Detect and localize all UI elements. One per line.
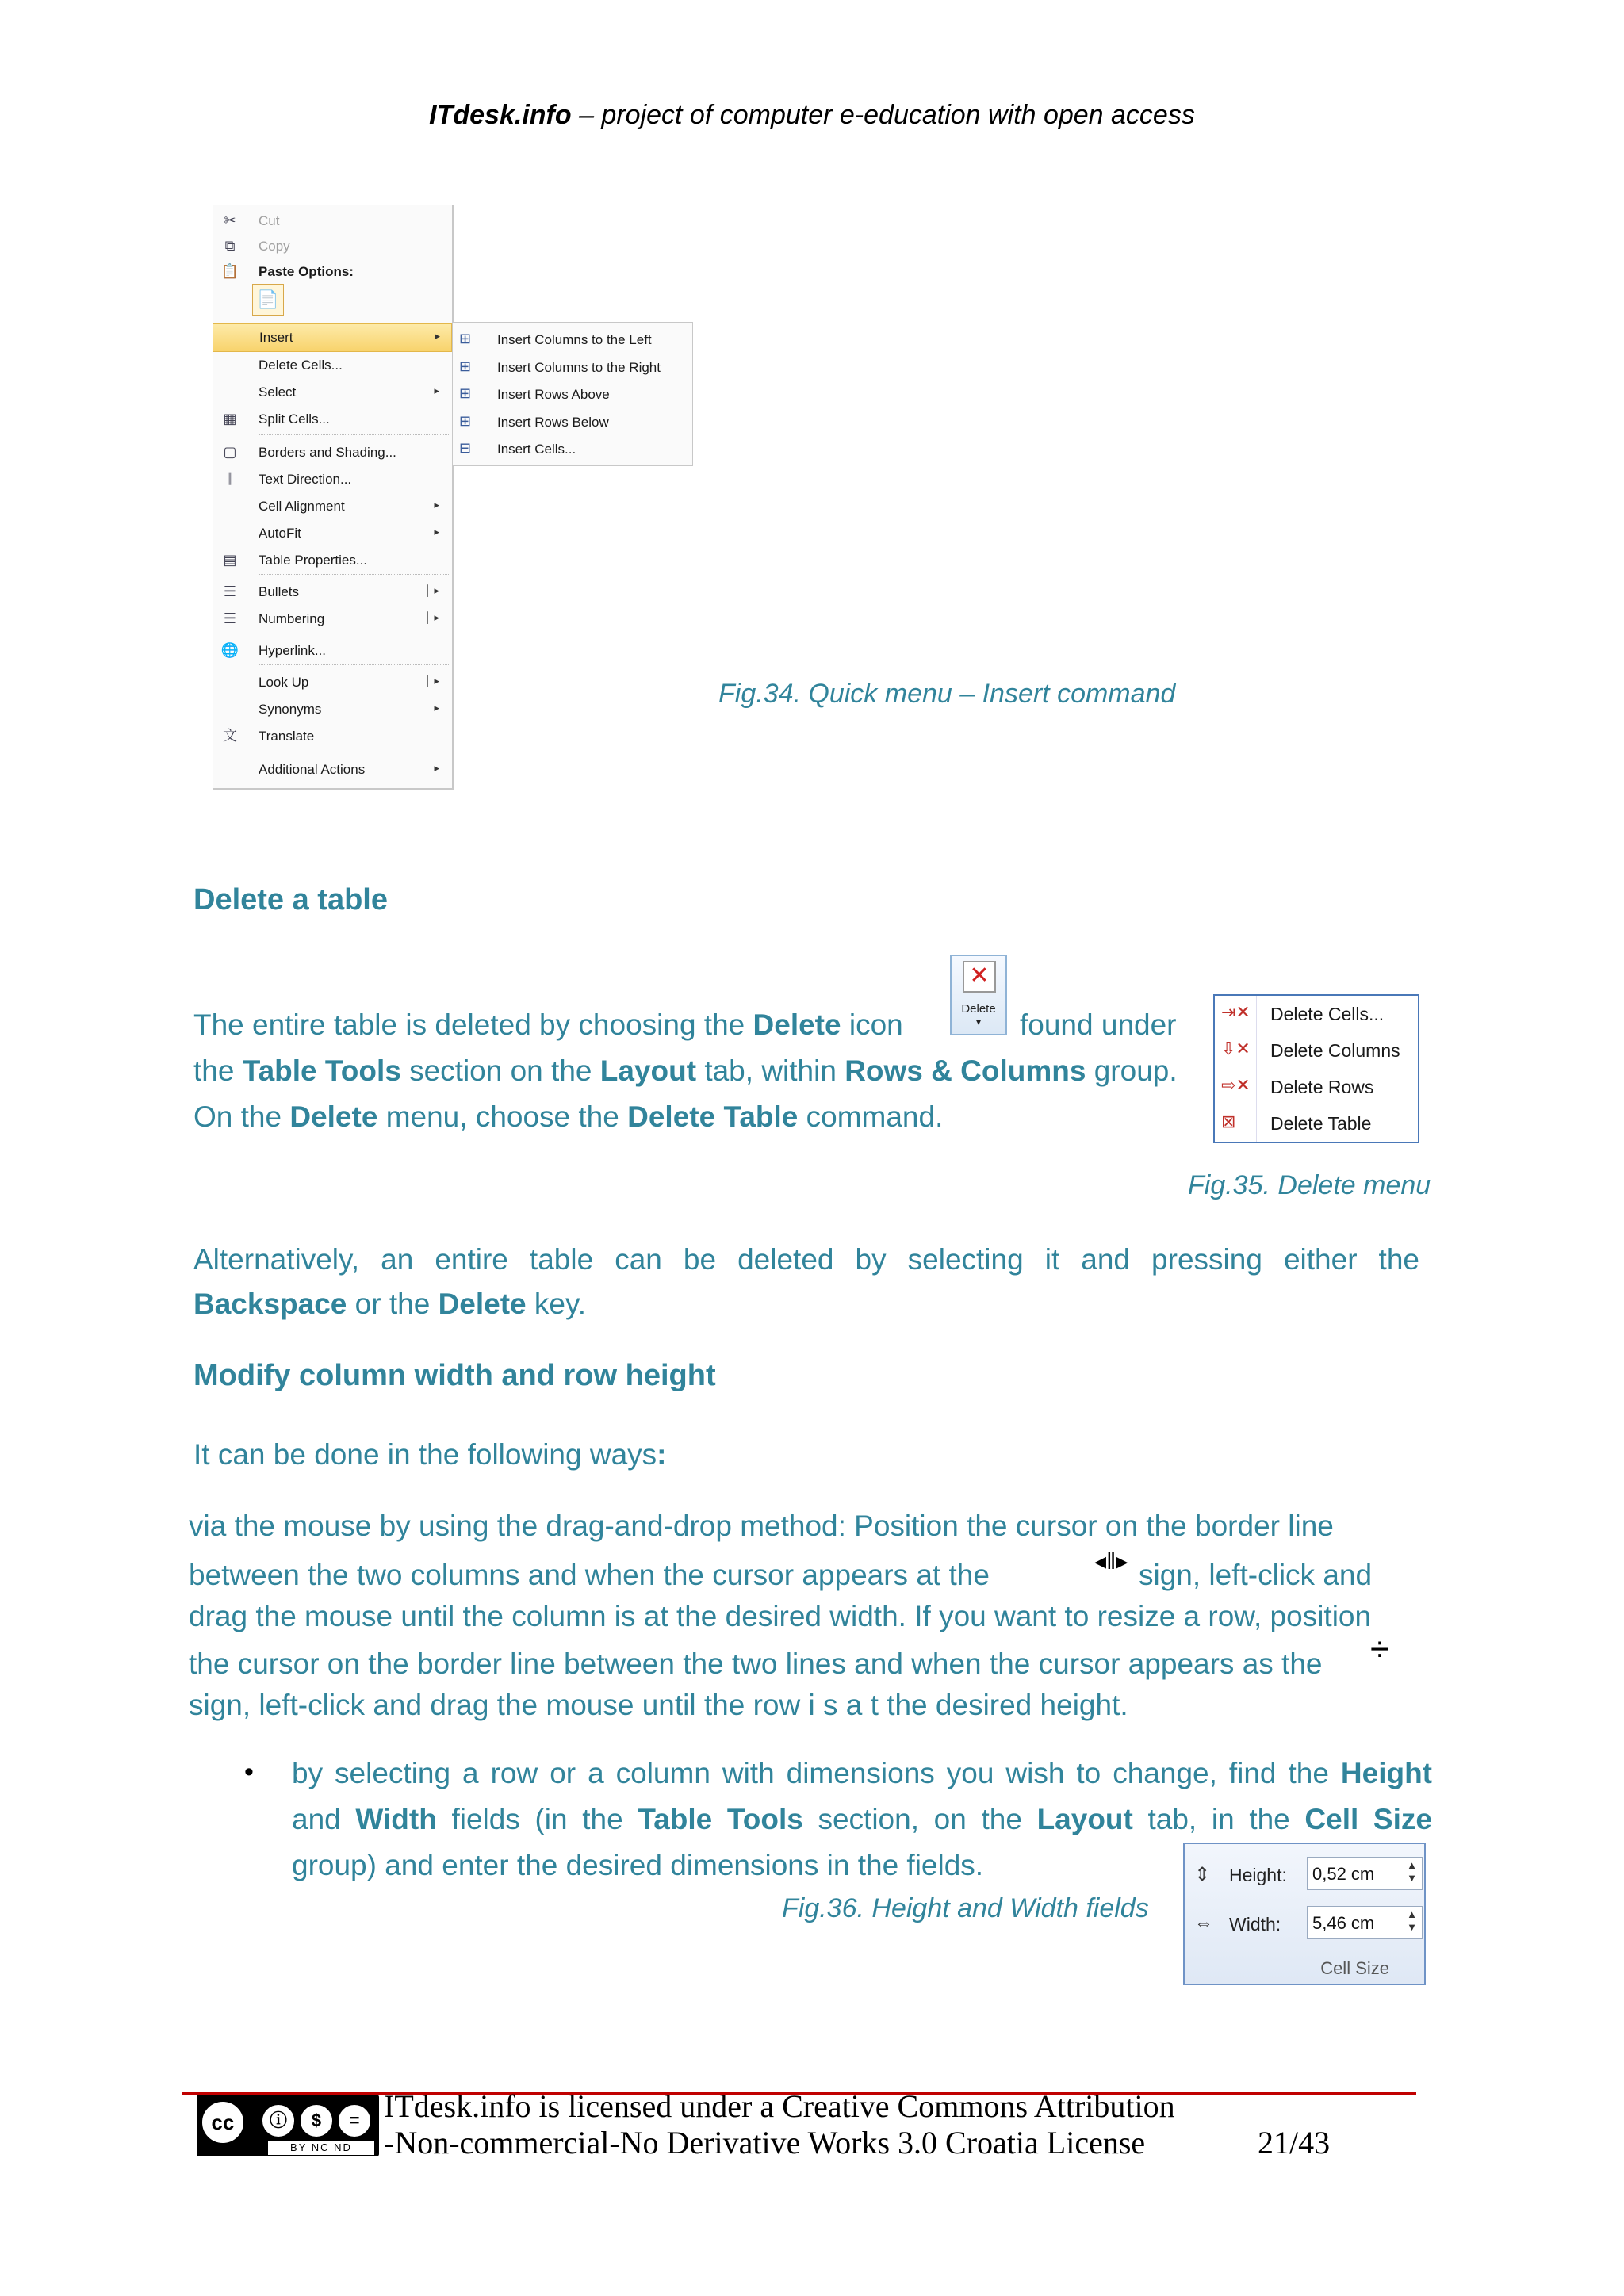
context-menu-item[interactable] bbox=[213, 637, 450, 664]
context-menu-item[interactable] bbox=[213, 696, 450, 723]
context-menu-item-label: Text Direction... bbox=[259, 472, 352, 487]
context-menu-item-label: Insert bbox=[259, 330, 293, 345]
section-heading-modify: Modify column width and row height bbox=[193, 1359, 716, 1392]
context-menu-item-label: Hyperlink... bbox=[259, 643, 327, 658]
row-resize-cursor-icon: ÷ bbox=[1370, 1630, 1390, 1669]
context-menu-item-label: AutoFit bbox=[259, 526, 301, 541]
bullet-line1: by selecting a row or a column with dimensions you wish to change, find the Height bbox=[292, 1757, 1432, 1789]
bullets-icon: ☰ bbox=[223, 584, 237, 599]
delete-columns-icon: ⇩✕ bbox=[1221, 1039, 1251, 1058]
mouse-method-line2a: between the two columns and when the cursor appears at the bbox=[189, 1559, 990, 1591]
menu-separator bbox=[259, 664, 450, 665]
scissors-icon: ✂ bbox=[224, 212, 236, 228]
cell-size-group bbox=[1183, 1843, 1426, 1985]
delete-rows-icon: ⇨✕ bbox=[1221, 1075, 1251, 1095]
submenu-arrow-icon: │ ▸ bbox=[424, 611, 439, 623]
context-menu-item-label: Copy bbox=[259, 239, 290, 254]
delete-paragraph-line2: the Table Tools section on the Layout tab, within Rows & Columns group. bbox=[193, 1054, 1178, 1087]
context-menu-item-label: Bullets bbox=[259, 584, 300, 599]
column-width-icon: ⇔ bbox=[1194, 1912, 1213, 1934]
insert-columns-left-icon: ⊞ bbox=[459, 331, 472, 346]
insert-submenu-item[interactable] bbox=[453, 381, 691, 408]
context-menu-item[interactable] bbox=[213, 493, 450, 520]
insert-submenu bbox=[452, 322, 693, 466]
insert-submenu-item[interactable] bbox=[453, 354, 691, 381]
context-menu-item[interactable] bbox=[213, 579, 450, 606]
context-menu-item[interactable] bbox=[213, 756, 450, 783]
paste-icon: 📋 bbox=[220, 263, 239, 279]
context-menu-item[interactable] bbox=[213, 258, 450, 285]
menu-separator bbox=[259, 434, 450, 435]
insert-submenu-item-label: Insert Rows Below bbox=[497, 414, 609, 430]
delete-menu-item[interactable] bbox=[1215, 1032, 1418, 1069]
figure-caption-36: Fig.36. Height and Width fields bbox=[782, 1893, 1149, 1923]
delete-menu-item-label: Delete Table bbox=[1270, 1113, 1372, 1134]
mouse-method-line5: sign, left-click and drag the mouse until the row i s a t the desired height. bbox=[189, 1689, 1128, 1721]
column-resize-cursor-icon: ◂‖▸ bbox=[1094, 1548, 1128, 1575]
by-icon: ⓘ bbox=[260, 2103, 297, 2139]
table-properties-icon: ▤ bbox=[223, 552, 237, 568]
width-field[interactable]: 5,46 cm ▲ ▼ bbox=[1307, 1906, 1423, 1939]
license-line2: -Non-commercial-No Derivative Works 3.0 Croatia License bbox=[384, 2125, 1146, 2160]
context-menu bbox=[213, 205, 454, 790]
delete-menu-item-label: Delete Rows bbox=[1270, 1077, 1374, 1097]
context-menu-item[interactable] bbox=[213, 406, 450, 433]
submenu-arrow-icon: ▸ bbox=[434, 702, 439, 714]
context-menu-item-label: Synonyms bbox=[259, 702, 322, 717]
cell-size-group-label: Cell Size bbox=[1320, 1958, 1389, 1978]
context-menu-item[interactable] bbox=[213, 669, 450, 696]
context-menu-item[interactable] bbox=[213, 466, 450, 493]
delete-paragraph-line1: The entire table is deleted by choosing the Delete icon bbox=[193, 1008, 903, 1041]
submenu-arrow-icon: ▸ bbox=[435, 330, 440, 342]
height-row bbox=[1191, 1855, 1421, 1893]
context-menu-item[interactable] bbox=[213, 208, 450, 235]
submenu-arrow-icon: ▸ bbox=[434, 762, 439, 774]
row-height-icon: ⇕ bbox=[1194, 1864, 1211, 1885]
borders-icon: ▢ bbox=[223, 444, 237, 460]
submenu-arrow-icon: ▸ bbox=[434, 385, 439, 396]
delete-menu-item-label: Delete Columns bbox=[1270, 1040, 1400, 1061]
context-menu-item[interactable] bbox=[213, 723, 450, 750]
copy-icon: ⧉ bbox=[224, 238, 236, 254]
alternative-paragraph-line2: Backspace or the Delete key. bbox=[193, 1288, 587, 1320]
insert-rows-below-icon: ⊞ bbox=[459, 412, 472, 429]
menu-separator bbox=[259, 574, 450, 575]
insert-submenu-item-label: Insert Cells... bbox=[497, 442, 576, 457]
insert-submenu-item-label: Insert Columns to the Right bbox=[497, 359, 661, 375]
context-menu-item-label: Delete Cells... bbox=[259, 358, 343, 373]
modify-intro: It can be done in the following ways: bbox=[193, 1438, 667, 1471]
delete-cells-icon: ⇥✕ bbox=[1221, 1002, 1251, 1022]
alternative-paragraph-line1: Alternatively, an entire table can be deleted by selecting it and pressing either the bbox=[193, 1243, 1419, 1276]
submenu-arrow-icon: ▸ bbox=[434, 499, 439, 511]
submenu-arrow-icon: ▸ bbox=[434, 526, 439, 538]
header-brand: ITdesk.info bbox=[429, 100, 572, 130]
context-menu-item[interactable] bbox=[213, 606, 450, 633]
height-spinner[interactable]: ▲ ▼ bbox=[1407, 1859, 1417, 1884]
mouse-method-line4: the cursor on the border line between the two lines and when the cursor appears as the bbox=[189, 1647, 1323, 1680]
insert-cells-icon: ⊟ bbox=[459, 440, 472, 456]
split-cells-icon: ▦ bbox=[223, 411, 237, 427]
numbering-icon: ☰ bbox=[223, 610, 237, 626]
context-menu-item-label: Look Up bbox=[259, 675, 309, 690]
license-terms-bar: BY NC ND bbox=[268, 2141, 374, 2155]
insert-submenu-item[interactable] bbox=[453, 408, 691, 435]
chevron-down-icon: ▾ bbox=[975, 1016, 982, 1027]
header-tagline: – project of computer e-education with open access bbox=[571, 100, 1195, 130]
context-menu-item[interactable] bbox=[213, 352, 450, 379]
context-menu-item[interactable] bbox=[213, 520, 450, 547]
license-line1: ITdesk.info is licensed under a Creative Commons Attribution bbox=[384, 2088, 1175, 2124]
context-menu-item-label: Borders and Shading... bbox=[259, 445, 396, 460]
page-number: 21/43 bbox=[1258, 2125, 1331, 2160]
width-label: Width: bbox=[1229, 1914, 1281, 1934]
nc-icon: $ bbox=[298, 2103, 335, 2139]
delete-menu-item[interactable] bbox=[1215, 1105, 1418, 1142]
delete-table-icon: ✕ bbox=[963, 961, 996, 993]
insert-columns-right-icon: ⊞ bbox=[459, 358, 472, 374]
mouse-method-line2b: sign, left-click and bbox=[1139, 1559, 1373, 1591]
mouse-method-line3: drag the mouse until the column is at the desired width. If you want to resize a row, position bbox=[189, 1600, 1372, 1632]
context-menu-item-label: Select bbox=[259, 385, 297, 400]
context-menu-item[interactable] bbox=[213, 547, 450, 574]
delete-menu-item[interactable] bbox=[1215, 996, 1418, 1032]
page-header bbox=[0, 100, 1624, 131]
insert-submenu-item[interactable] bbox=[453, 435, 691, 462]
figure-caption-34: Fig.34. Quick menu – Insert command bbox=[718, 679, 1176, 709]
context-menu-item-label: Table Properties... bbox=[259, 553, 368, 568]
context-menu-item-label: Cut bbox=[259, 213, 280, 228]
text-direction-icon: ⫼ bbox=[226, 471, 234, 487]
insert-submenu-item-label: Insert Rows Above bbox=[497, 387, 610, 402]
context-menu-item[interactable] bbox=[213, 233, 450, 260]
delete-button-label: Delete bbox=[961, 1002, 996, 1016]
context-menu-item-label: Split Cells... bbox=[259, 411, 330, 427]
height-label: Height: bbox=[1229, 1865, 1287, 1885]
paste-keep-formatting-icon[interactable]: 📄 bbox=[252, 284, 284, 316]
delete-paragraph-line3: On the Delete menu, choose the Delete Table command. bbox=[193, 1100, 944, 1133]
submenu-arrow-icon: │ ▸ bbox=[424, 584, 439, 596]
width-spinner[interactable]: ▲ ▼ bbox=[1407, 1908, 1417, 1933]
insert-submenu-item[interactable] bbox=[453, 326, 691, 353]
delete-ribbon-button[interactable] bbox=[950, 955, 1007, 1035]
context-menu-item[interactable] bbox=[213, 379, 450, 406]
bullet-line2: and Width fields (in the Table Tools section, on the Layout tab, in the Cell Size bbox=[292, 1803, 1432, 1835]
hyperlink-icon: 🌐 bbox=[220, 642, 239, 658]
context-menu-item-label: Paste Options: bbox=[259, 264, 354, 279]
mouse-method-line1: via the mouse by using the drag-and-drop method: Position the cursor on the border line bbox=[189, 1510, 1334, 1542]
bullet-icon: • bbox=[244, 1757, 254, 1787]
context-menu-item-label: Translate bbox=[259, 729, 315, 744]
submenu-arrow-icon: │ ▸ bbox=[424, 675, 439, 687]
cc-icon: cc bbox=[200, 2099, 246, 2145]
context-menu-item-label: Additional Actions bbox=[259, 762, 366, 777]
figure-caption-35: Fig.35. Delete menu bbox=[1188, 1170, 1431, 1200]
delete-menu bbox=[1213, 994, 1419, 1143]
creative-commons-logo[interactable] bbox=[197, 2095, 379, 2156]
translate-icon: 文 bbox=[223, 728, 237, 744]
delete-menu-item[interactable] bbox=[1215, 1069, 1418, 1105]
section-heading-delete: Delete a table bbox=[193, 883, 388, 916]
insert-submenu-item-label: Insert Columns to the Left bbox=[497, 332, 652, 347]
width-row bbox=[1191, 1904, 1421, 1942]
context-menu-item-label: Cell Alignment bbox=[259, 499, 345, 514]
height-field[interactable]: 0,52 cm ▲ ▼ bbox=[1307, 1857, 1423, 1890]
bullet-line3: group) and enter the desired dimensions in the fields. bbox=[292, 1849, 984, 1881]
nd-icon: = bbox=[336, 2103, 373, 2139]
context-menu-item[interactable] bbox=[213, 323, 452, 352]
delete-table-icon: ⊠ bbox=[1221, 1112, 1236, 1131]
insert-rows-above-icon: ⊞ bbox=[459, 385, 472, 401]
delete-paragraph-found: found under bbox=[1020, 1008, 1177, 1041]
context-menu-item[interactable] bbox=[213, 439, 450, 466]
delete-menu-item-label: Delete Cells... bbox=[1270, 1004, 1385, 1024]
context-menu-item-label: Numbering bbox=[259, 611, 325, 626]
